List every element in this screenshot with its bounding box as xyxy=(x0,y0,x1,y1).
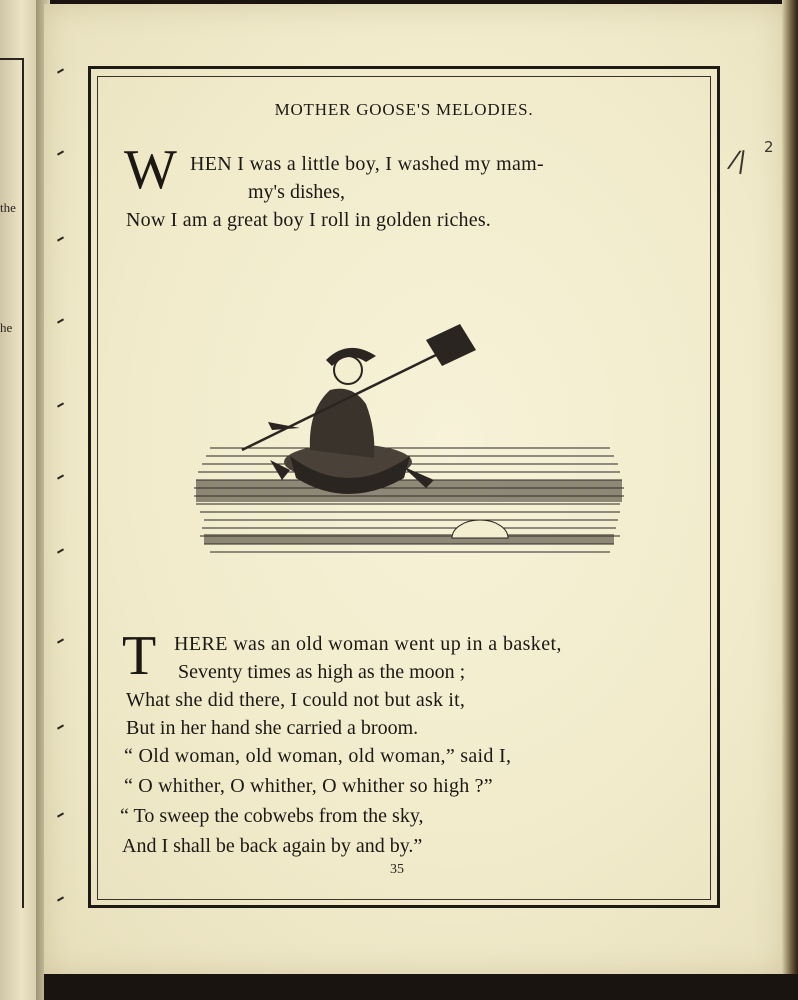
verse-line: my's dishes, xyxy=(248,181,345,203)
page-number: 35 xyxy=(390,862,404,877)
verse-line: Now I am a great boy I roll in golden riches. xyxy=(126,209,492,231)
facing-page-fragment: he xyxy=(0,320,13,335)
woodcut-illustration xyxy=(190,310,630,572)
running-head: MOTHER GOOSE'S MELODIES. xyxy=(274,100,534,119)
verse-line: Seventy times as high as the moon ; xyxy=(178,661,466,683)
verse-line: HERE was an old woman went up in a basket, xyxy=(174,633,562,655)
verse-line: What she did there, I could not but ask it, xyxy=(126,689,466,711)
pencil-margin-note: 2 xyxy=(764,138,774,156)
facing-page-rule-top xyxy=(0,58,24,60)
page-bottom-edge xyxy=(44,974,798,1000)
facing-page-edge xyxy=(0,0,36,1000)
pencil-margin-note: /| xyxy=(728,145,749,175)
page-right-edge xyxy=(782,0,798,980)
verse-line: “ Old woman, old woman, old woman,” said I, xyxy=(124,745,512,767)
drop-cap: T xyxy=(122,625,157,687)
broom-head xyxy=(426,324,476,366)
verse-line: And I shall be back again by and by.” xyxy=(122,835,423,857)
verse-line: HEN I was a little boy, I washed my mam- xyxy=(190,153,544,175)
verse-line: But in her hand she carried a broom. xyxy=(126,717,419,739)
facing-page-fragment: the xyxy=(0,200,16,215)
moon xyxy=(452,520,508,538)
drop-cap: W xyxy=(124,139,177,201)
facing-page-rule xyxy=(22,58,24,908)
verse-line: “ To sweep the cobwebs from the sky, xyxy=(120,805,424,827)
verse-line: “ O whither, O whither, O whither so high ?” xyxy=(124,775,493,797)
